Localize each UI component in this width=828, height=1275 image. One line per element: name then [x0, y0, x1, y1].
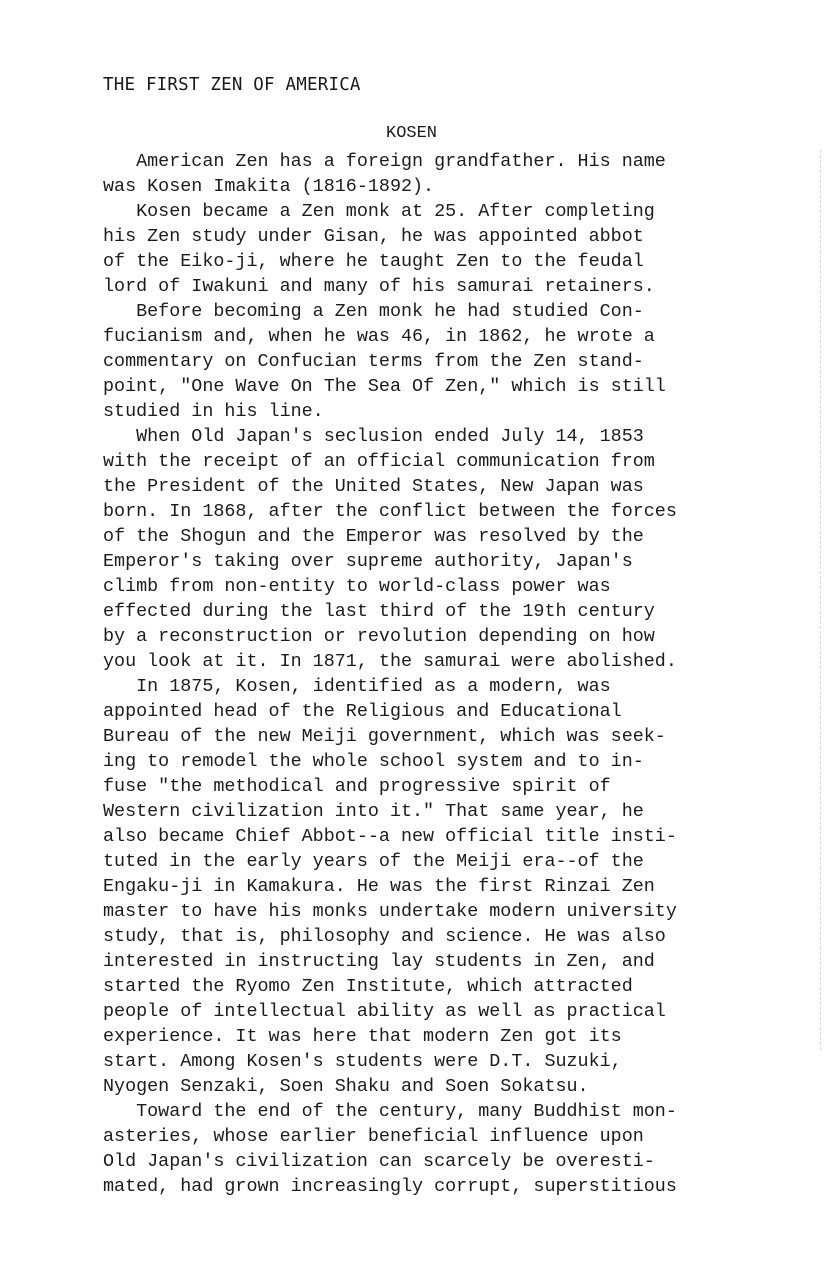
text-line: mated, had grown increasingly corrupt, superstitious — [103, 1176, 677, 1197]
text-line: people of intellectual ability as well as practical — [103, 1001, 666, 1022]
text-line: lord of Iwakuni and many of his samurai retainers. — [103, 276, 655, 297]
text-line: American Zen has a foreign grandfather. His name — [103, 151, 666, 172]
text-line: Before becoming a Zen monk he had studied Con- — [103, 301, 644, 322]
section-title: KOSEN — [386, 124, 438, 143]
text-line: Nyogen Senzaki, Soen Shaku and Soen Sokatsu. — [103, 1076, 589, 1097]
text-line: appointed head of the Religious and Educational — [103, 701, 622, 722]
text-line: experience. It was here that modern Zen got its — [103, 1026, 622, 1047]
text-line: Engaku-ji in Kamakura. He was the first Rinzai Zen — [103, 876, 655, 897]
text-line: study, that is, philosophy and science. He was also — [103, 926, 666, 947]
text-line: the President of the United States, New Japan was — [103, 476, 644, 497]
text-line: asteries, whose earlier beneficial influence upon — [103, 1126, 644, 1147]
text-line: Old Japan's civilization can scarcely be overesti- — [103, 1151, 655, 1172]
running-header: THE FIRST ZEN OF AMERICA — [103, 75, 361, 95]
text-line: point, "One Wave On The Sea Of Zen," which is still — [103, 376, 666, 397]
text-line: climb from non-entity to world-class power was — [103, 576, 611, 597]
text-line: Toward the end of the century, many Buddhist mon- — [103, 1101, 677, 1122]
text-line: also became Chief Abbot--a new official title insti- — [103, 826, 677, 847]
text-line: of the Eiko-ji, where he taught Zen to the feudal — [103, 251, 644, 272]
text-line: ing to remodel the whole school system and to in- — [103, 751, 644, 772]
text-line: When Old Japan's seclusion ended July 14, 1853 — [103, 426, 644, 447]
text-line: effected during the last third of the 19th century — [103, 601, 655, 622]
text-line: Bureau of the new Meiji government, which was seek- — [103, 726, 666, 747]
text-line: commentary on Confucian terms from the Zen stand- — [103, 351, 644, 372]
text-line: Emperor's taking over supreme authority, Japan's — [103, 551, 633, 572]
text-line: fuse "the methodical and progressive spirit of — [103, 776, 611, 797]
text-line: of the Shogun and the Emperor was resolved by the — [103, 526, 644, 547]
page-edge-mark — [820, 150, 821, 1050]
text-line: Kosen became a Zen monk at 25. After completing — [103, 201, 655, 222]
text-line: studied in his line. — [103, 401, 324, 422]
text-line: fucianism and, when he was 46, in 1862, he wrote a — [103, 326, 655, 347]
text-line: master to have his monks undertake modern university — [103, 901, 677, 922]
body-text — [103, 149, 803, 1199]
text-line: interested in instructing lay students in Zen, and — [103, 951, 655, 972]
text-line: born. In 1868, after the conflict between the forces — [103, 501, 677, 522]
text-line: was Kosen Imakita (1816-1892). — [103, 176, 435, 197]
text-line: start. Among Kosen's students were D.T. Suzuki, — [103, 1051, 622, 1072]
text-line: by a reconstruction or revolution depending on how — [103, 626, 655, 647]
text-line: Western civilization into it." That same year, he — [103, 801, 644, 822]
text-line: with the receipt of an official communication from — [103, 451, 655, 472]
text-line: his Zen study under Gisan, he was appointed abbot — [103, 226, 644, 247]
text-line: you look at it. In 1871, the samurai were abolished. — [103, 651, 677, 672]
text-line: started the Ryomo Zen Institute, which attracted — [103, 976, 633, 997]
text-line: In 1875, Kosen, identified as a modern, was — [103, 676, 611, 697]
text-line: tuted in the early years of the Meiji era--of the — [103, 851, 644, 872]
